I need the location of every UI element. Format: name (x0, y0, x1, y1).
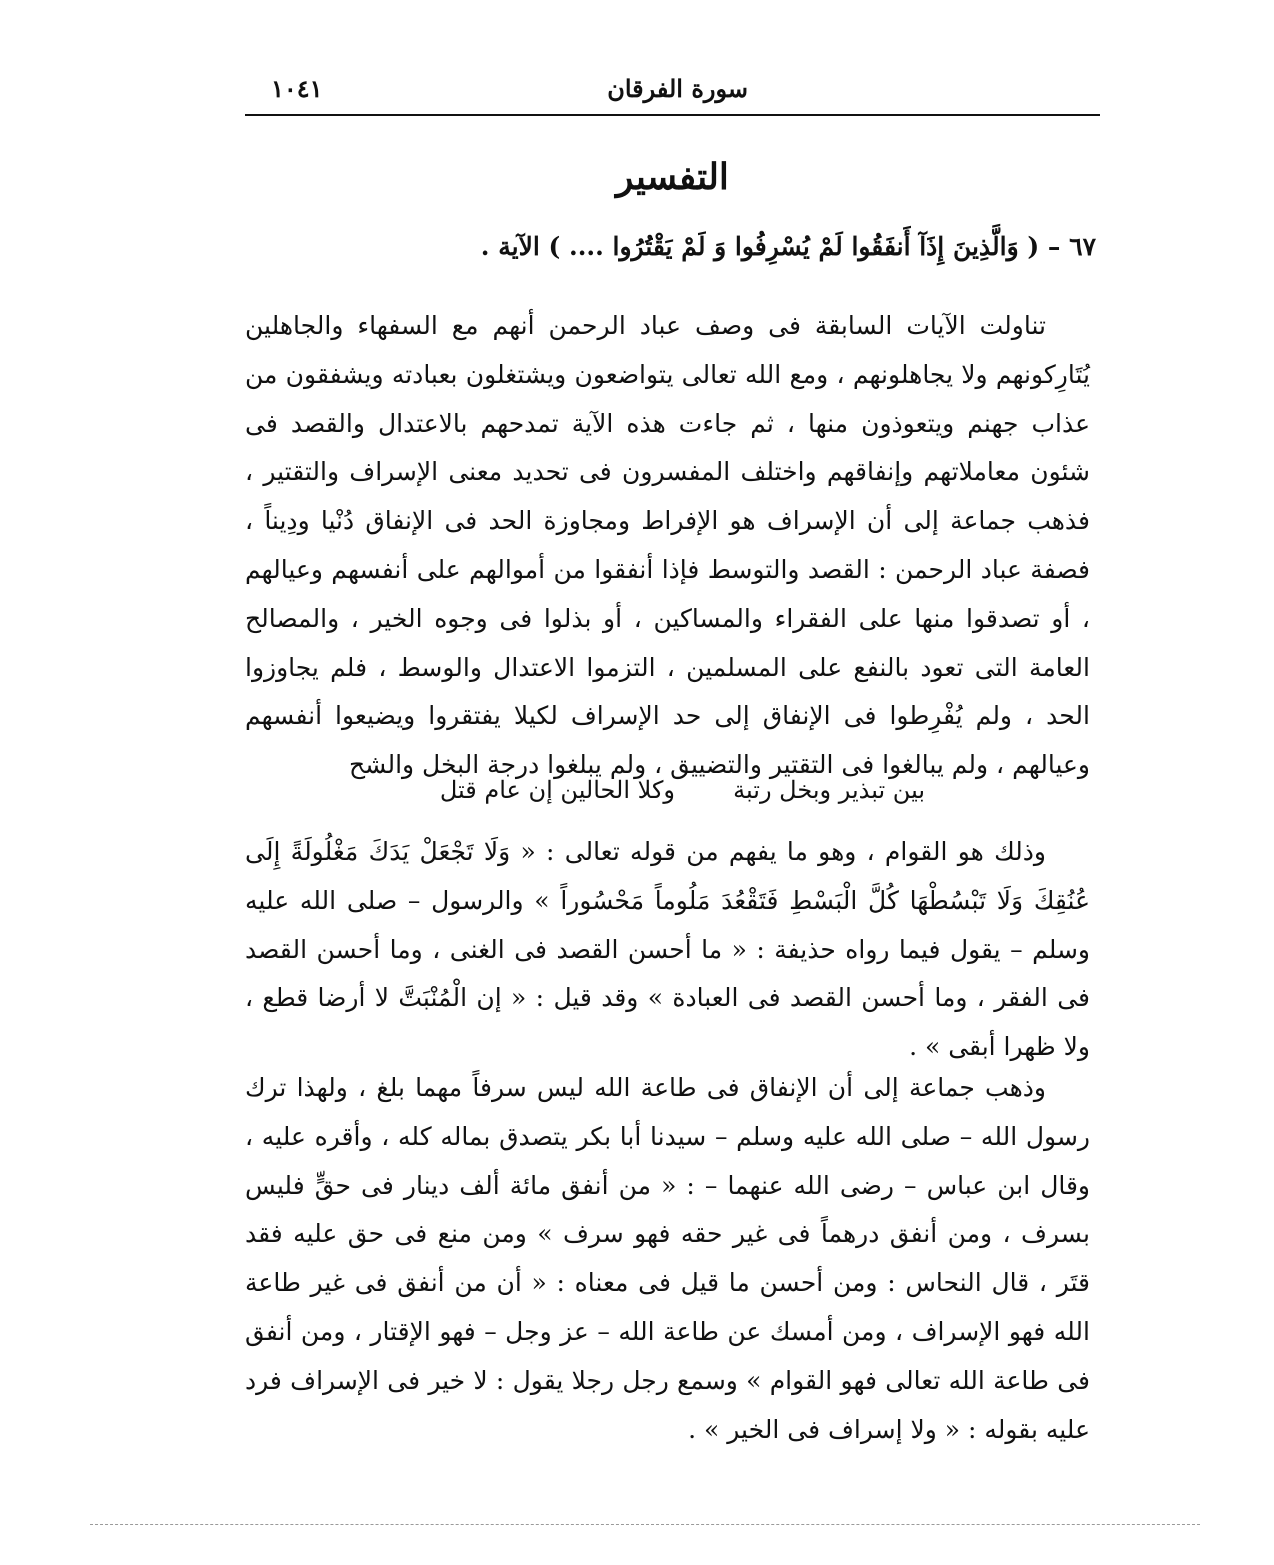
poem-first-hemistich: بين تبذير وبخل رتبة (733, 776, 925, 804)
body-paragraph-1 (245, 302, 1090, 790)
body-paragraph-2 (245, 828, 1090, 1072)
body-paragraph-3 (245, 1064, 1090, 1454)
poem-verse (245, 776, 1100, 816)
verse-heading: ٦٧ – ( وَالَّذِينَ إِذَآ أَنفَقُوا لَمْ يُسْرِفُوا وَ لَمْ يَقْتُرُوا .... ) الآية . (480, 232, 1096, 261)
paragraph-text: تناولت الآيات السابقة فى وصف عباد الرحمن أنهم مع السفهاء والجاهلين يُتَارِكونهم ولا يجاهلونهم ، ومع الله تعالى يتواضعون ويشتغلون بعبادته ويشفقون من عذاب جهنم ويتعوذون منها ، ثم جاءت هذه الآية تمدحهم بالاعتدال والقصد فى شئون معاملاتهم وإنفاقهم واختلف المفسرون فى تحديد معنى الإسراف والتقتير ، فذهب جماعة إلى أن الإسراف هو الإفراط ومجاوزة الحد فى الإنفاق دُنْيا ودِيناً ، فصفة عباد الرحمن : القصد والتوسط فإذا أنفقوا من أموالهم على أنفسهم وعيالهم ، أو تصدقوا منها على الفقراء والمساكين ، أو بذلوا فى وجوه الخير ، والمصالح العامة التى تعود بالنفع على المسلمين ، التزموا الاعتدال والوسط ، فلم يجاوزوا الحد ، ولم يُفْرِطوا فى الإنفاق إلى حد الإسراف لكيلا يفتقروا ويضيعوا أنفسهم وعيالهم ، ولم يبالغوا فى التقتير والتضييق ، ولم يبلغوا درجة البخل والشح (245, 311, 1090, 780)
page-number: ١٠٤١ (271, 74, 323, 103)
section-title: التفسير (616, 156, 729, 198)
poem-second-hemistich: وكلا الحالين إن عام قتل (439, 776, 675, 804)
surah-title: سورة الفرقان (607, 74, 748, 103)
scan-edge-line (90, 1524, 1200, 1525)
header-divider (245, 114, 1100, 116)
paragraph-text: وذلك هو القوام ، وهو ما يفهم من قوله تعالى : « وَلَا تَجْعَلْ يَدَكَ مَغْلُولَةً إِلَى عُنُقِكَ وَلَا تَبْسُطْهَا كُلَّ الْبَسْطِ فَتَقْعُدَ مَلُوماً مَحْسُوراً » والرسول – صلى الله عليه وسلم – يقول فيما رواه حذيفة : « ما أحسن القصد فى الغنى ، وما أحسن القصد فى الفقر ، وما أحسن القصد فى العبادة » وقد قيل : « إن الْمُنْبَتَّ لا أرضا قطع ، ولا ظهرا أبقى » . (245, 837, 1090, 1062)
running-header (245, 68, 1100, 112)
paragraph-text: وذهب جماعة إلى أن الإنفاق فى طاعة الله ليس سرفاً مهما بلغ ، ولهذا ترك رسول الله – صلى الله عليه وسلم – سيدنا أبا بكر يتصدق بماله كله ، وأقره عليه ، وقال ابن عباس – رضى الله عنهما – : « من أنفق مائة ألف دينار فى حقٍّ فليس بسرف ، ومن أنفق درهماً فى غير حقه فهو سرف » ومن منع فى حق عليه فقد قتَر ، قال النحاس : ومن أحسن ما قيل فى معناه : « أن من أنفق فى غير طاعة الله فهو الإسراف ، ومن أمسك عن طاعة الله – عز وجل – فهو الإقتار ، ومن أنفق فى طاعة الله تعالى فهو القوام » وسمع رجل رجلا يقول : لا خير فى الإسراف فرد عليه بقوله : « ولا إسراف فى الخير » . (245, 1073, 1090, 1444)
